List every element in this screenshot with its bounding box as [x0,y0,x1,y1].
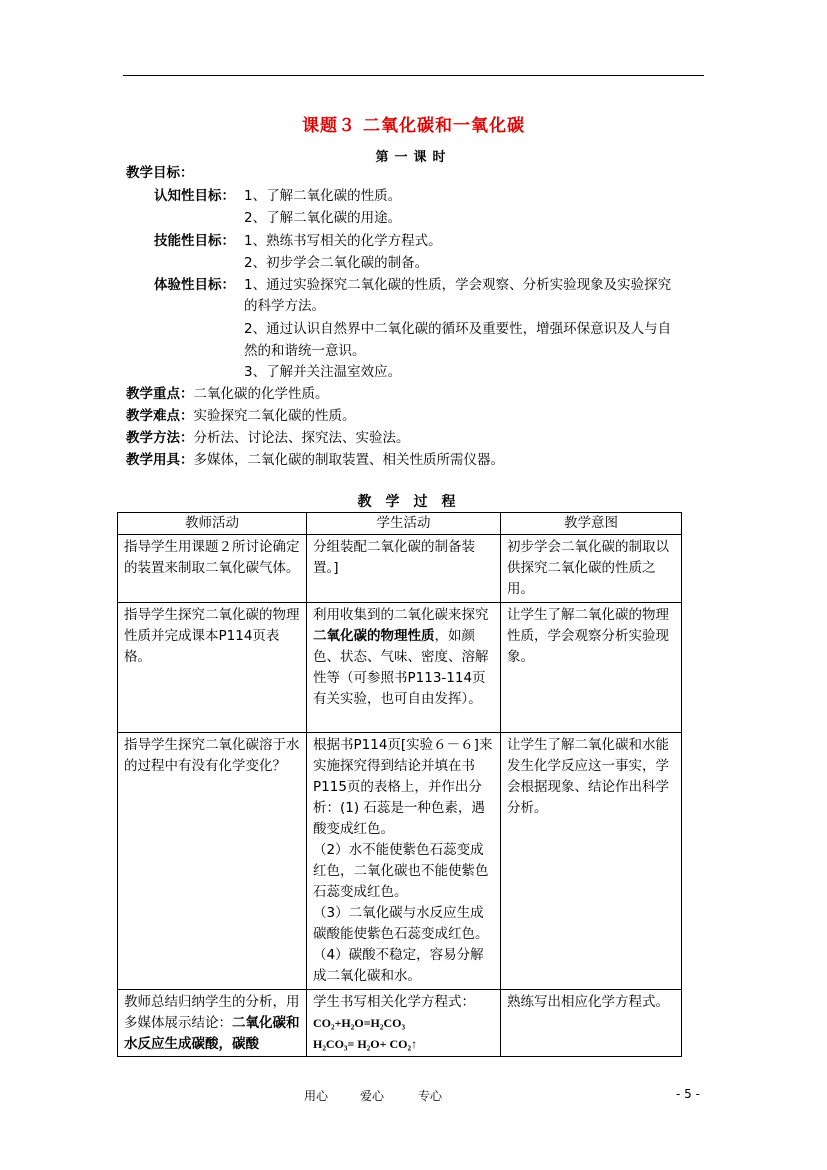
tools-label: 教学用具： [126,452,194,468]
experience-goal-2b: 然的和谐统一意识。 [244,343,366,359]
difficulty-text: 实验探究二氧化碳的性质。 [193,408,356,424]
difficulty-line [126,406,356,427]
table-row [118,535,682,603]
difficulty-label: 教学难点： [126,408,194,424]
page-number: - 5 - [676,1087,700,1101]
cell-teacher: 指导学生探究二氧化碳溶于水的过程中有没有化学变化？ [118,733,307,990]
method-line [126,428,410,449]
header-rule [123,75,704,76]
cell-teacher: 指导学生探究二氧化碳的物理性质并完成课本P114页表格。 [118,603,307,733]
cognitive-goal-2: 2、了解二氧化碳的用途。 [244,210,402,226]
process-table [117,512,682,1057]
cell-student-para: （4）碳酸不稳定，容易分解成二氧化碳和水。 [313,947,484,984]
skill-goal-2: 2、初步学会二氧化碳的制备。 [244,255,429,271]
cell-teacher-part: 教师总结归纳学生的分析，用多媒体展示结论： [124,994,300,1031]
skill-goal-1: 1、熟练书写相关的化学方程式。 [244,233,442,249]
equation-1: CO₂+H₂O=H₂CO₃ [313,1016,406,1030]
tools-text: 多媒体，二氧化碳的制取装置、相关性质所需仪器。 [193,452,504,468]
page-title: 课题３ 二氧化碳和一氧化碳 [302,116,525,136]
footer-text-2: 爱心 [360,1089,385,1103]
header-teacher: 教师活动 [118,513,307,535]
table-row [118,603,682,733]
footer-text-3: 专心 [418,1089,443,1103]
cell-intent: 熟练写出相应化学方程式。 [501,990,682,1057]
cell-student-para: （2）水不能使紫色石蕊变成红色，二氧化碳也不能使紫色石蕊变成红色。 [313,842,489,900]
skill-label: 技能性目标： [154,233,235,249]
cell-student-para: 根据书P114页[实验６－６]来实施探究得到结论并填在书P115页的表格上，并作出分析：(1) 石蕊是一种色素，遇酸变成红色。 [313,737,493,837]
goals-heading: 教学目标： [126,165,194,181]
experience-goal-1a: 1、通过实验探究二氧化碳的性质，学会观察、分析实验现象及实验探究 [244,277,672,293]
tools-line [126,450,504,471]
cell-teacher [118,990,307,1057]
equation-2: H₂CO₃= H₂O+ CO₂↑ [313,1037,418,1051]
key-point-label: 教学重点： [126,386,194,402]
footer-text-1: 用心 [304,1089,329,1103]
cell-student-part: ，如颜色、状态、气味、密度、溶解性等（可参照书P113-114页有关实验，也可自由发挥）。 [313,628,489,707]
header-student: 学生活动 [307,513,501,535]
experience-goal-2a: 2、通过认识自然界中二氧化碳的循环及重要性，增强环保意识及人与自 [244,321,672,337]
experience-label: 体验性目标： [154,277,235,293]
cell-teacher: 指导学生用课题２所讨论确定的装置来制取二氧化碳气体。 [118,535,307,603]
cell-student: 分组装配二氧化碳的制备装置。] [307,535,501,603]
cell-intent: 初步学会二氧化碳的制取以供探究二氧化碳的性质之用。 [501,535,682,603]
key-point-text: 二氧化碳的化学性质。 [193,386,329,402]
key-point-line [126,384,329,405]
cell-student-para: 学生书写相关化学方程式： [313,994,475,1010]
cell-intent: 让学生了解二氧化碳的物理性质，学会观察分析实验现象。 [501,603,682,733]
cell-intent: 让学生了解二氧化碳和水能发生化学反应这一事实，学会根据现象、结论作出科学分析。 [501,733,682,990]
cognitive-label: 认知性目标： [154,188,235,204]
cell-student [307,603,501,733]
cell-student [307,733,501,990]
cell-student-para: （3）二氧化碳与水反应生成碳酸能使紫色石蕊变成红色。 [313,905,489,942]
experience-goal-1b: 的科学方法。 [244,298,325,314]
cell-student [307,990,501,1057]
process-title: 教学过程 [357,494,470,510]
cell-student-bold: 二氧化碳的物理性质 [313,628,435,644]
cell-teacher-bold: 二氧化碳和水反应生成碳酸，碳酸 [124,1015,300,1052]
page-subtitle: 第一课时 [375,150,452,165]
table-header-row [118,513,682,535]
method-text: 分析法、讨论法、探究法、实验法。 [193,430,410,446]
cognitive-goal-1: 1、了解二氧化碳的性质。 [244,188,402,204]
method-label: 教学方法： [126,430,194,446]
table-row [118,990,682,1057]
experience-goal-3: 3、了解并关注温室效应。 [244,364,402,380]
cell-student-part: 利用收集到的二氧化碳来探究 [313,607,489,623]
header-intent: 教学意图 [501,513,682,535]
table-row [118,733,682,990]
